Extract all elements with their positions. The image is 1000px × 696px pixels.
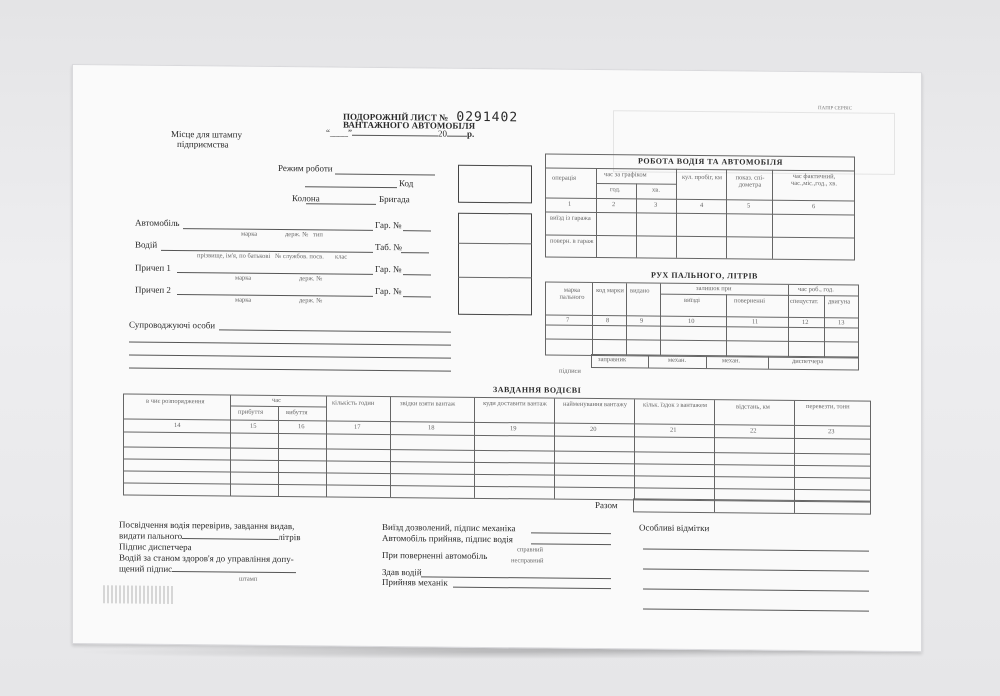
garage3-field[interactable] — [403, 296, 431, 297]
task-num-18: 18 — [428, 424, 435, 432]
special-notes-line-2[interactable] — [643, 568, 869, 571]
escort-field-1[interactable] — [219, 329, 451, 332]
escort-field-3[interactable] — [129, 355, 451, 359]
fuel-h-worktime: час роб., год. — [798, 285, 834, 294]
car-field[interactable] — [183, 228, 373, 231]
task-num-16: 16 — [298, 423, 305, 431]
car-hint-type: тип — [313, 231, 323, 239]
fuel-h-code: код марки — [596, 287, 624, 295]
work-h-hours: год. — [610, 186, 621, 194]
task-h-assignee: в чиє розпорядження — [146, 397, 205, 406]
task-h-departure: вибуття — [286, 409, 308, 417]
date-suffix: р. — [467, 128, 475, 139]
work-table-title: РОБОТА ВОДІЯ ТА АВТОМОБІЛЯ — [638, 156, 783, 167]
sign-mech-1: механ. — [668, 356, 687, 364]
column-field[interactable] — [306, 203, 376, 205]
task-table — [123, 393, 871, 502]
work-h-schedule: час за графіком — [604, 171, 647, 179]
work-table — [545, 154, 855, 261]
work-h-km: кул. пробіг, км — [681, 173, 723, 182]
task-h-trips: кільк. їздок з вантажем — [643, 401, 707, 410]
task-num-14: 14 — [174, 421, 181, 430]
work-row-return: поверн. в гараж — [550, 237, 594, 246]
bottom-l3: Підпис диспетчера — [119, 541, 192, 553]
task-h-from: звідки взяти вантаж — [400, 400, 456, 408]
car-hint-brand: марка — [241, 230, 258, 238]
task-h-to: куди доставити вантаж — [483, 399, 547, 408]
health-sign-field[interactable] — [172, 571, 296, 573]
garage2-label: Гар. № — [375, 263, 402, 275]
fuel-h-return: поверненні — [734, 297, 766, 305]
work-h-operation: операція — [552, 174, 577, 182]
task-h-arrival: прибуття — [238, 408, 264, 416]
total-row[interactable] — [633, 498, 871, 514]
form-number: 0291402 — [456, 109, 519, 126]
task-num-17: 17 — [354, 423, 361, 431]
escort-field-4[interactable] — [129, 368, 451, 372]
stamp-box-mid — [458, 213, 532, 316]
work-num-1: 1 — [568, 200, 572, 208]
sign-dispatcher: диспетчера — [792, 357, 824, 366]
fuel-issue-unit: літрів — [278, 531, 301, 543]
work-num-6: 6 — [812, 203, 816, 211]
fuel-h-out: виїзді — [684, 296, 700, 305]
fuel-num-7: 7 — [566, 316, 570, 324]
task-h-hours: кількість годин — [332, 399, 375, 407]
fuel-num-9: 9 — [640, 317, 644, 325]
tab-label: Таб. № — [375, 241, 402, 253]
stamp-label-1: Місце для штампу — [171, 128, 242, 140]
accepted-mech-label: Прийняв механік — [382, 576, 448, 588]
work-h-fact: час фактичний, час.,міс.,год., хв. — [790, 172, 838, 188]
task-num-22: 22 — [750, 427, 757, 435]
brigade-label: Бригада — [379, 193, 410, 205]
mech-release-label: Виїзд дозволений, підпис механіка — [382, 521, 516, 534]
task-num-21: 21 — [670, 426, 677, 434]
task-h-cargo: найменування вантажу — [563, 400, 627, 409]
trailer1-field[interactable] — [177, 272, 373, 275]
fuel-h-rest: залишок при — [696, 284, 732, 293]
garage1-field[interactable] — [403, 230, 431, 231]
car-label: Автомобіль — [135, 217, 180, 229]
garage2-field[interactable] — [403, 274, 431, 275]
title-line2: ВАНТАЖНОГО АВТОМОБІЛЯ — [343, 119, 476, 131]
garage3-label: Гар. № — [375, 285, 402, 297]
trailer1-hint-brand: марка — [235, 274, 252, 282]
fuel-h-brand: марка пального — [559, 286, 585, 301]
ghost-barcode — [103, 585, 173, 604]
mode-label: Режим роботи — [278, 162, 333, 174]
fuel-h-issued: видано — [630, 287, 650, 295]
driver-hint-class: клас — [335, 253, 348, 261]
fuel-sign-row — [591, 354, 859, 371]
date-year: 20 — [438, 128, 447, 139]
work-num-5: 5 — [747, 202, 751, 210]
task-num-20: 20 — [590, 425, 597, 434]
car-hint-number: держ. № — [285, 231, 309, 239]
return-faulty[interactable]: несправний — [511, 557, 544, 565]
garage1-label: Гар. № — [375, 219, 402, 231]
mech-release-field[interactable] — [531, 532, 611, 534]
stamp-box-top — [458, 165, 532, 204]
work-num-2: 2 — [612, 201, 616, 209]
trailer2-label: Причеп 2 — [135, 284, 171, 295]
task-num-19: 19 — [510, 425, 517, 433]
trailer1-label: Причеп 1 — [135, 262, 171, 273]
fuel-num-11: 11 — [752, 318, 759, 326]
work-h-speedo: показ. спі-дометра — [735, 174, 765, 189]
driver-label: Водій — [135, 239, 158, 250]
work-row-departure: виїзд із гаража — [550, 214, 591, 222]
bottom-l4: Водій за станом здоров'я до управління допу- — [119, 552, 294, 565]
fuel-issue-field[interactable] — [182, 538, 278, 540]
work-num-4: 4 — [700, 202, 704, 210]
trailer1-hint-number: держ. № — [299, 275, 323, 283]
fuel-num-12: 12 — [802, 319, 809, 327]
publisher-logo: ПАПІР СЕРВІС — [818, 106, 853, 112]
special-notes-label: Особливі відмітки — [639, 522, 710, 534]
fuel-num-13: 13 — [838, 319, 845, 327]
fuel-signs-label: підписи — [559, 367, 581, 375]
special-notes-line-3[interactable] — [643, 588, 869, 591]
bottom-stamp-hint: штамп — [239, 575, 258, 583]
task-num-23: 23 — [828, 428, 835, 436]
bottom-l5 — [119, 563, 296, 575]
driver-hint-name: прізвище, ім'я, по батькові — [197, 252, 271, 260]
bottom-l2 — [119, 530, 300, 542]
bottom-l1: Посвідчення водія перевірив, завдання видав, — [119, 519, 295, 532]
work-h-min: хв. — [652, 186, 660, 194]
trailer2-field[interactable] — [177, 294, 373, 297]
escort-label: Супроводжуючі особи — [129, 319, 216, 331]
fuel-h-special: спецустат. — [790, 297, 819, 306]
task-h-tons: перевезти, тонн — [806, 403, 850, 411]
accepted-mech-field[interactable] — [453, 587, 611, 590]
stamp-label-2: підприємства — [177, 139, 229, 150]
fuel-table — [545, 282, 859, 359]
fuel-num-8: 8 — [606, 317, 610, 325]
handed-driver-label: Здав водій — [382, 566, 422, 578]
fuel-issue-label: видати пального — [119, 530, 183, 542]
trailer2-hint-number: держ. № — [299, 297, 323, 305]
total-label: Разом — [595, 500, 618, 511]
special-notes-line-4[interactable] — [643, 608, 869, 611]
mode-field[interactable] — [335, 174, 435, 176]
column-label: Колона — [292, 193, 320, 204]
sign-refueler: заправник — [598, 356, 627, 364]
trailer2-hint-brand: марка — [235, 296, 252, 304]
driver-accept-field[interactable] — [531, 543, 611, 545]
task-num-15: 15 — [250, 422, 257, 430]
code-field[interactable] — [305, 186, 397, 188]
health-sign-label: щений підпис — [119, 563, 173, 574]
fuel-num-10: 10 — [688, 317, 695, 325]
title-text: ПОДОРОЖНІЙ ЛИСТ № — [343, 111, 449, 123]
waybill-sheet — [72, 64, 922, 652]
task-h-distance: відстань, км — [736, 403, 770, 411]
escort-field-2[interactable] — [129, 342, 451, 346]
sign-mech-2: механ. — [722, 357, 741, 365]
fuel-table-title: РУХ ПАЛЬНОГО, ЛІТРІВ — [651, 270, 758, 281]
driver-accept-label: Автомобіль прийняв, підпис водія — [382, 532, 513, 545]
work-num-3: 3 — [654, 201, 658, 209]
fuel-h-engine: двигуна — [828, 298, 851, 306]
driver-hint-license: № службов. посв. — [275, 252, 324, 261]
return-ok[interactable]: справний — [517, 546, 544, 554]
task-h-time: час — [272, 396, 282, 405]
return-state-label: При поверненні автомобіль — [382, 549, 488, 561]
task-table-title: ЗАВДАННЯ ВОДІЄВІ — [493, 385, 582, 395]
handed-driver-field[interactable] — [421, 576, 611, 579]
special-notes-line-1[interactable] — [643, 548, 869, 551]
date-line[interactable] — [326, 127, 474, 138]
tab-field[interactable] — [401, 252, 429, 253]
code-label: Код — [399, 178, 414, 189]
date-day: “____” — [326, 127, 352, 138]
